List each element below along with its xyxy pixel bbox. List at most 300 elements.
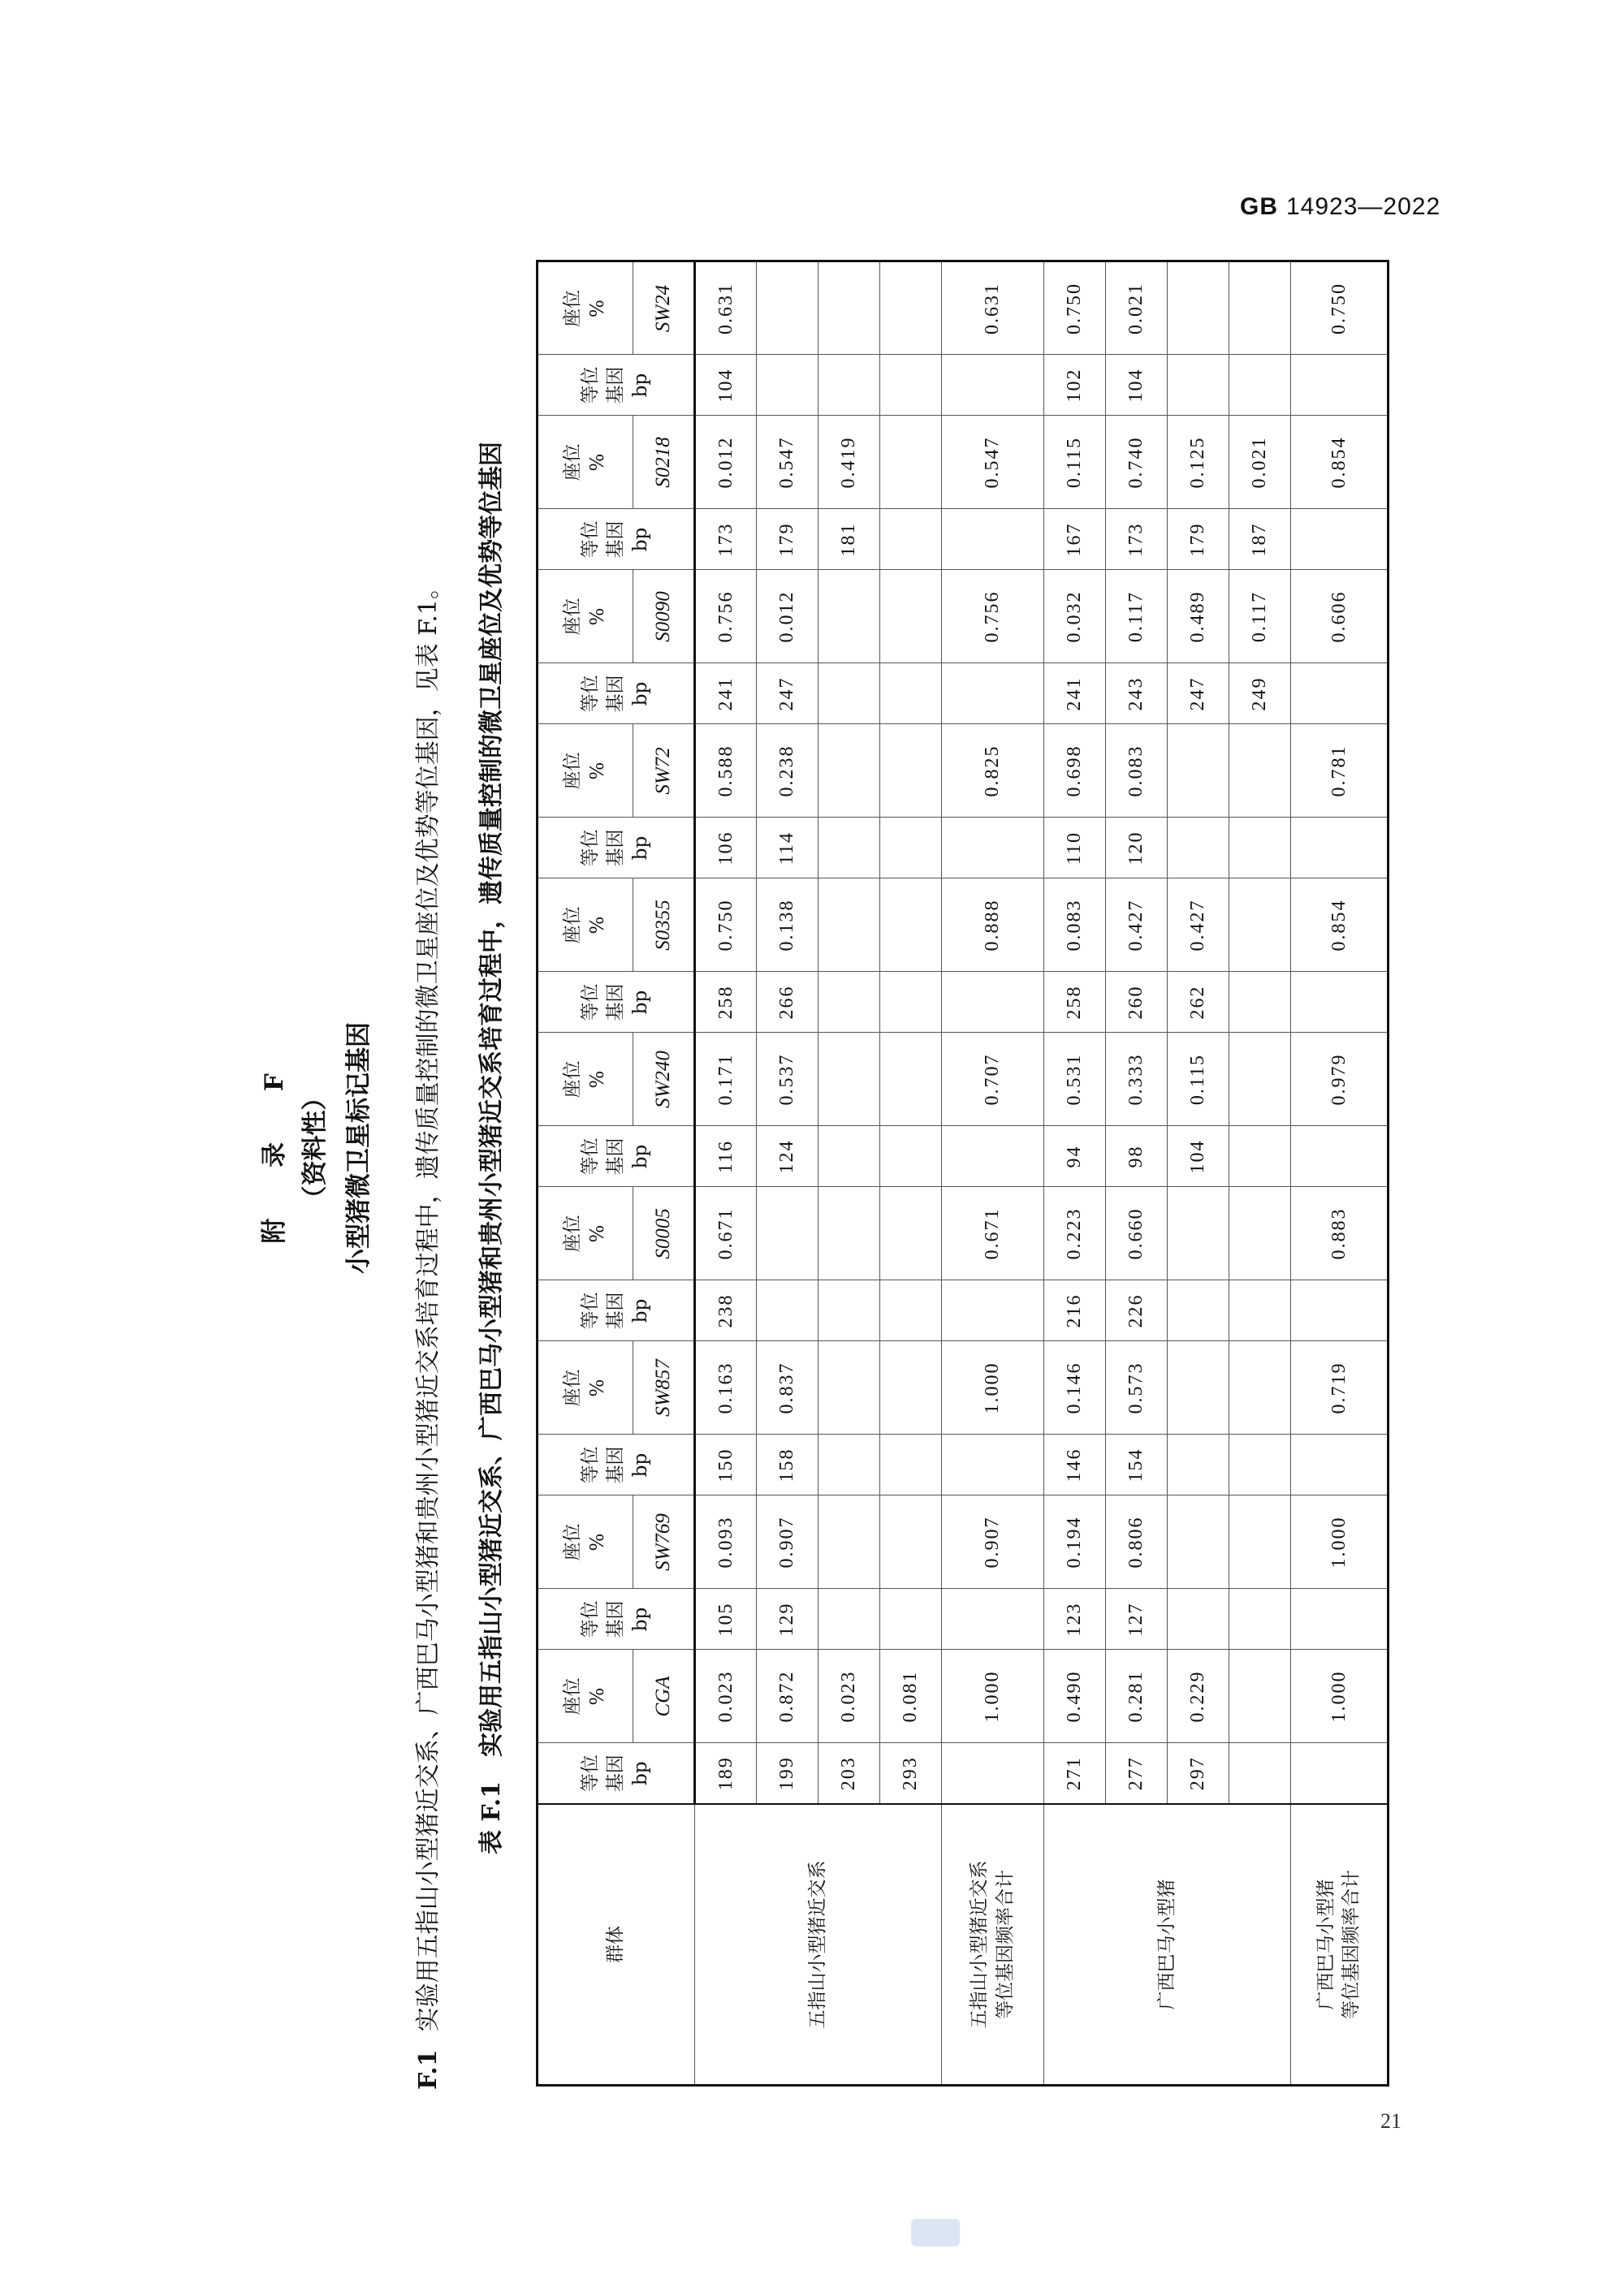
allele-bp-cell: 241 xyxy=(695,663,757,724)
header-allele-2: 基因 xyxy=(604,366,626,404)
header-bp-unit: bp xyxy=(630,1298,652,1323)
frequency-cell xyxy=(818,1495,880,1589)
header-percent: % xyxy=(587,1224,608,1243)
total-frequency-cell: 0.719 xyxy=(1291,1341,1389,1435)
header-allele-1: 等位 xyxy=(579,1600,601,1638)
frequency-cell: 0.740 xyxy=(1106,416,1168,509)
allele-bp-cell: 114 xyxy=(757,818,818,878)
total-label-line: 等位基因频率合计 xyxy=(994,1870,1016,2019)
header-allele-2: 基因 xyxy=(604,1600,626,1638)
frequency-cell: 0.229 xyxy=(1168,1650,1229,1743)
header-locus: 座位 xyxy=(561,1677,583,1716)
total-frequency-cell: 0.854 xyxy=(1291,416,1389,509)
frequency-cell xyxy=(818,1341,880,1435)
locus-name: SW24 xyxy=(633,261,695,355)
header-locus: 座位 xyxy=(561,1060,583,1098)
header-allele-1: 等位 xyxy=(579,675,601,713)
allele-bp-cell: 247 xyxy=(757,663,818,724)
allele-bp-cell: 179 xyxy=(757,509,818,570)
allele-bp-cell: 277 xyxy=(1106,1743,1168,1804)
frequency-cell: 0.750 xyxy=(695,878,757,972)
frequency-cell: 0.146 xyxy=(1044,1341,1106,1435)
allele-bp-cell: 104 xyxy=(1168,1126,1229,1187)
allele-bp-cell: 189 xyxy=(695,1743,757,1804)
header-bp-unit: bp xyxy=(630,527,652,552)
header-allele-1: 等位 xyxy=(579,1137,601,1176)
allele-bp-cell xyxy=(1229,355,1291,416)
locus-name: SW769 xyxy=(633,1495,695,1589)
header-locus-percent xyxy=(538,1187,633,1280)
locus-name: S0090 xyxy=(633,570,695,663)
frequency-cell: 0.223 xyxy=(1044,1187,1106,1280)
allele-bp-cell: 187 xyxy=(1229,509,1291,570)
header-allele-1: 等位 xyxy=(579,520,601,559)
total-frequency-cell: 0.756 xyxy=(942,570,1044,663)
total-frequency-cell: 0.825 xyxy=(942,724,1044,818)
header-percent: % xyxy=(587,1070,608,1089)
frequency-cell: 0.490 xyxy=(1044,1650,1106,1743)
total-frequency-cell: 1.000 xyxy=(942,1341,1044,1435)
allele-bp-cell xyxy=(1229,1589,1291,1650)
frequency-cell xyxy=(1229,1341,1291,1435)
header-percent: % xyxy=(587,453,608,472)
allele-bp-cell: 226 xyxy=(1106,1280,1168,1341)
header-percent: % xyxy=(587,300,608,317)
frequency-cell xyxy=(1229,1650,1291,1743)
publisher-logo xyxy=(911,2219,960,2246)
header-row xyxy=(538,261,633,2086)
frequency-cell xyxy=(880,1033,942,1126)
header-locus-percent xyxy=(538,1341,633,1435)
section-paragraph xyxy=(408,575,443,2090)
standard-prefix: GB xyxy=(1240,193,1278,220)
frequency-cell xyxy=(1229,724,1291,818)
header-allele-bp xyxy=(538,972,695,1033)
total-label xyxy=(1291,1804,1389,2086)
total-bp-empty xyxy=(1291,1589,1389,1650)
total-frequency-cell: 0.907 xyxy=(942,1495,1044,1589)
header-bp-unit: bp xyxy=(630,835,652,861)
frequency-cell: 0.573 xyxy=(1106,1341,1168,1435)
total-frequency-cell: 0.707 xyxy=(942,1033,1044,1126)
frequency-cell: 0.171 xyxy=(695,1033,757,1126)
frequency-cell: 0.750 xyxy=(1044,261,1106,355)
frequency-cell: 0.588 xyxy=(695,724,757,818)
allele-bp-cell xyxy=(880,509,942,570)
allele-bp-cell: 150 xyxy=(695,1435,757,1495)
frequency-cell xyxy=(818,1033,880,1126)
frequency-cell: 0.125 xyxy=(1168,416,1229,509)
total-bp-empty xyxy=(942,1435,1044,1495)
allele-bp-cell xyxy=(818,1435,880,1495)
locus-name: SW240 xyxy=(633,1033,695,1126)
allele-bp-cell: 249 xyxy=(1229,663,1291,724)
total-bp-empty xyxy=(942,1589,1044,1650)
frequency-cell: 0.333 xyxy=(1106,1033,1168,1126)
header-locus-percent xyxy=(538,878,633,972)
header-bp-unit: bp xyxy=(630,373,652,398)
total-frequency-cell: 0.671 xyxy=(942,1187,1044,1280)
allele-bp-cell: 266 xyxy=(757,972,818,1033)
total-bp-empty xyxy=(1291,509,1389,570)
allele-bp-cell xyxy=(1168,355,1229,416)
total-bp-empty xyxy=(1291,355,1389,416)
frequency-cell xyxy=(1229,878,1291,972)
frequency-cell: 0.081 xyxy=(880,1650,942,1743)
frequency-cell: 0.806 xyxy=(1106,1495,1168,1589)
total-frequency-cell: 1.000 xyxy=(1291,1650,1389,1743)
allele-bp-cell: 173 xyxy=(695,509,757,570)
header-locus: 座位 xyxy=(561,443,583,481)
header-allele-2: 基因 xyxy=(604,675,626,713)
frequency-cell: 0.419 xyxy=(818,416,880,509)
frequency-cell: 0.907 xyxy=(757,1495,818,1589)
allele-bp-cell: 106 xyxy=(695,818,757,878)
total-bp-empty xyxy=(1291,1743,1389,1804)
header-bp-unit: bp xyxy=(630,1761,652,1785)
allele-bp-cell: 173 xyxy=(1106,509,1168,570)
allele-bp-cell: 262 xyxy=(1168,972,1229,1033)
allele-bp-cell xyxy=(880,1126,942,1187)
frequency-cell: 0.489 xyxy=(1168,570,1229,663)
allele-bp-cell xyxy=(1229,1435,1291,1495)
total-bp-empty xyxy=(1291,663,1389,724)
allele-bp-cell xyxy=(757,1280,818,1341)
header-allele-2: 基因 xyxy=(604,1292,626,1330)
allele-bp-cell xyxy=(1229,818,1291,878)
total-row xyxy=(1291,261,1389,2086)
frequency-cell: 0.163 xyxy=(695,1341,757,1435)
allele-bp-cell xyxy=(818,355,880,416)
frequency-cell xyxy=(1168,1341,1229,1435)
total-frequency-cell: 0.854 xyxy=(1291,878,1389,972)
header-locus-percent xyxy=(538,1495,633,1589)
total-frequency-cell: 0.631 xyxy=(942,261,1044,355)
allele-bp-cell: 203 xyxy=(818,1743,880,1804)
total-bp-empty xyxy=(942,972,1044,1033)
allele-bp-cell: 258 xyxy=(695,972,757,1033)
allele-bp-cell xyxy=(880,1435,942,1495)
allele-bp-cell: 167 xyxy=(1044,509,1106,570)
frequency-cell xyxy=(1229,261,1291,355)
allele-bp-cell xyxy=(818,1126,880,1187)
allele-bp-cell: 260 xyxy=(1106,972,1168,1033)
frequency-cell: 0.093 xyxy=(695,1495,757,1589)
locus-name: S0355 xyxy=(633,878,695,972)
group-name: 广西巴马小型猪 xyxy=(1044,1804,1291,2086)
allele-bp-cell xyxy=(818,818,880,878)
allele-bp-cell: 258 xyxy=(1044,972,1106,1033)
header-bp-unit: bp xyxy=(630,1607,652,1632)
total-frequency-cell: 1.000 xyxy=(942,1650,1044,1743)
total-row xyxy=(942,261,1044,2086)
total-frequency-cell: 0.781 xyxy=(1291,724,1389,818)
allele-bp-cell: 94 xyxy=(1044,1126,1106,1187)
frequency-cell xyxy=(880,570,942,663)
frequency-cell: 0.115 xyxy=(1168,1033,1229,1126)
total-bp-empty xyxy=(1291,818,1389,878)
frequency-cell: 0.083 xyxy=(1106,724,1168,818)
frequency-cell xyxy=(1168,1495,1229,1589)
frequency-cell: 0.537 xyxy=(757,1033,818,1126)
allele-bp-cell xyxy=(1229,1126,1291,1187)
total-bp-empty xyxy=(1291,1126,1389,1187)
header-locus: 座位 xyxy=(561,290,583,327)
frequency-cell: 0.756 xyxy=(695,570,757,663)
total-label xyxy=(942,1804,1044,2086)
appendix-title: 附 录 F xyxy=(260,1052,289,1244)
frequency-cell xyxy=(757,261,818,355)
header-locus-percent xyxy=(538,1650,633,1743)
allele-bp-cell: 154 xyxy=(1106,1435,1168,1495)
table-row xyxy=(1044,261,1106,2086)
header-locus: 座位 xyxy=(561,1523,583,1561)
allele-bp-cell: 146 xyxy=(1044,1435,1106,1495)
frequency-cell: 0.547 xyxy=(757,416,818,509)
header-bp-unit: bp xyxy=(630,681,652,706)
header-locus: 座位 xyxy=(561,1369,583,1407)
locus-name: SW857 xyxy=(633,1341,695,1435)
total-frequency-cell: 0.750 xyxy=(1291,261,1389,355)
header-allele-1: 等位 xyxy=(579,829,601,867)
allele-bp-cell: 102 xyxy=(1044,355,1106,416)
allele-bp-cell xyxy=(1168,1589,1229,1650)
total-label-line: 广西巴马小型猪 xyxy=(1315,1879,1337,2010)
allele-bp-cell: 297 xyxy=(1168,1743,1229,1804)
header-locus: 座位 xyxy=(561,1215,583,1253)
header-allele-2: 基因 xyxy=(604,1754,626,1793)
header-allele-bp xyxy=(538,1589,695,1650)
allele-bp-cell: 123 xyxy=(1044,1589,1106,1650)
allele-bp-cell: 110 xyxy=(1044,818,1106,878)
header-allele-bp xyxy=(538,1280,695,1341)
allele-bp-cell xyxy=(1168,1435,1229,1495)
allele-bp-cell: 179 xyxy=(1168,509,1229,570)
frequency-cell: 0.083 xyxy=(1044,878,1106,972)
frequency-cell xyxy=(880,724,942,818)
header-allele-1: 等位 xyxy=(579,983,601,1021)
allele-bp-cell: 98 xyxy=(1106,1126,1168,1187)
frequency-cell xyxy=(880,261,942,355)
frequency-cell: 0.021 xyxy=(1229,416,1291,509)
allele-bp-cell: 104 xyxy=(695,355,757,416)
frequency-cell: 0.012 xyxy=(695,416,757,509)
allele-bp-cell: 127 xyxy=(1106,1589,1168,1650)
allele-bp-cell: 120 xyxy=(1106,818,1168,878)
frequency-cell: 0.837 xyxy=(757,1341,818,1435)
locus-name: SW72 xyxy=(633,724,695,818)
total-bp-empty xyxy=(942,1280,1044,1341)
locus-name: CGA xyxy=(633,1650,695,1743)
appendix-subtitle: 小型猪微卫星标记基因 xyxy=(344,1022,374,1274)
frequency-cell xyxy=(818,570,880,663)
header-locus-percent xyxy=(538,1033,633,1126)
microsatellite-table xyxy=(536,261,1389,2087)
allele-bp-cell xyxy=(880,355,942,416)
frequency-cell xyxy=(1168,261,1229,355)
header-allele-2: 基因 xyxy=(604,1137,626,1176)
allele-bp-cell: 199 xyxy=(757,1743,818,1804)
allele-bp-cell xyxy=(1168,1280,1229,1341)
header-allele-bp xyxy=(538,1743,695,1804)
allele-bp-cell: 105 xyxy=(695,1589,757,1650)
frequency-cell xyxy=(880,416,942,509)
allele-bp-cell xyxy=(818,1280,880,1341)
header-locus: 座位 xyxy=(561,598,583,636)
frequency-cell: 0.872 xyxy=(757,1650,818,1743)
header-locus-percent xyxy=(538,724,633,818)
allele-bp-cell: 241 xyxy=(1044,663,1106,724)
header-locus: 座位 xyxy=(561,752,583,790)
frequency-cell: 0.012 xyxy=(757,570,818,663)
allele-bp-cell: 181 xyxy=(818,509,880,570)
frequency-cell: 0.023 xyxy=(695,1650,757,1743)
header-allele-2: 基因 xyxy=(604,1446,626,1484)
frequency-cell: 0.698 xyxy=(1044,724,1106,818)
allele-bp-cell xyxy=(880,663,942,724)
header-allele-bp xyxy=(538,509,695,570)
appendix-nature: （资料性） xyxy=(300,1085,330,1211)
section-label: F.1 xyxy=(414,2049,443,2090)
frequency-cell: 0.671 xyxy=(695,1187,757,1280)
header-allele-1: 等位 xyxy=(579,1292,601,1330)
allele-bp-cell: 124 xyxy=(757,1126,818,1187)
page-number: 21 xyxy=(1380,2109,1402,2133)
header-percent: % xyxy=(587,916,608,934)
total-bp-empty xyxy=(942,818,1044,878)
allele-bp-cell: 116 xyxy=(695,1126,757,1187)
frequency-cell: 0.117 xyxy=(1106,570,1168,663)
header-allele-1: 等位 xyxy=(579,366,601,404)
total-bp-empty xyxy=(942,509,1044,570)
allele-bp-cell xyxy=(880,1589,942,1650)
frequency-cell: 0.194 xyxy=(1044,1495,1106,1589)
header-allele-bp xyxy=(538,818,695,878)
allele-bp-cell: 247 xyxy=(1168,663,1229,724)
allele-bp-cell: 293 xyxy=(880,1743,942,1804)
total-frequency-cell: 0.883 xyxy=(1291,1187,1389,1280)
allele-bp-cell xyxy=(1168,818,1229,878)
frequency-cell: 0.021 xyxy=(1106,261,1168,355)
header-locus-percent xyxy=(538,570,633,663)
header-group: 群体 xyxy=(538,1804,695,2086)
allele-bp-cell: 216 xyxy=(1044,1280,1106,1341)
header-allele-2: 基因 xyxy=(604,829,626,867)
frequency-cell xyxy=(880,878,942,972)
header-percent: % xyxy=(587,607,608,626)
allele-bp-cell xyxy=(880,818,942,878)
total-frequency-cell: 0.888 xyxy=(942,878,1044,972)
header-percent: % xyxy=(587,762,608,780)
frequency-cell: 0.427 xyxy=(1168,878,1229,972)
allele-bp-cell: 238 xyxy=(695,1280,757,1341)
total-bp-empty xyxy=(942,355,1044,416)
allele-bp-cell xyxy=(818,1589,880,1650)
frequency-cell xyxy=(1229,1033,1291,1126)
frequency-cell: 0.115 xyxy=(1044,416,1106,509)
total-bp-empty xyxy=(942,1743,1044,1804)
frequency-cell: 0.531 xyxy=(1044,1033,1106,1126)
header-allele-2: 基因 xyxy=(604,983,626,1021)
locus-name: S0218 xyxy=(633,416,695,509)
header-bp-unit: bp xyxy=(630,1452,652,1478)
frequency-cell xyxy=(880,1495,942,1589)
header-locus: 座位 xyxy=(561,906,583,944)
frequency-cell xyxy=(1229,1495,1291,1589)
frequency-cell: 0.032 xyxy=(1044,570,1106,663)
allele-bp-cell xyxy=(1229,1743,1291,1804)
frequency-cell: 0.631 xyxy=(695,261,757,355)
allele-bp-cell xyxy=(1229,972,1291,1033)
header-allele-bp xyxy=(538,1126,695,1187)
header-allele-1: 等位 xyxy=(579,1446,601,1484)
standard-code: 14923—2022 xyxy=(1286,193,1441,220)
total-bp-empty xyxy=(1291,1280,1389,1341)
total-frequency-cell: 0.979 xyxy=(1291,1033,1389,1126)
frequency-cell xyxy=(1168,1187,1229,1280)
frequency-cell xyxy=(1168,724,1229,818)
allele-bp-cell xyxy=(880,972,942,1033)
locus-name: S0005 xyxy=(633,1187,695,1280)
header-locus-percent xyxy=(538,261,633,355)
total-label-line: 五指山小型猪近交系 xyxy=(969,1860,991,2029)
allele-bp-cell xyxy=(757,355,818,416)
frequency-cell xyxy=(818,1187,880,1280)
total-frequency-cell: 0.547 xyxy=(942,416,1044,509)
header-percent: % xyxy=(587,1379,608,1397)
frequency-cell: 0.138 xyxy=(757,878,818,972)
frequency-cell: 0.023 xyxy=(818,1650,880,1743)
allele-bp-cell xyxy=(880,1280,942,1341)
header-bp-unit: bp xyxy=(630,990,652,1015)
header-allele-bp xyxy=(538,1435,695,1495)
frequency-cell: 0.660 xyxy=(1106,1187,1168,1280)
group-name: 五指山小型猪近交系 xyxy=(695,1804,942,2086)
header-bp-unit: bp xyxy=(630,1144,652,1169)
frequency-cell xyxy=(818,724,880,818)
header-percent: % xyxy=(587,1533,608,1552)
frequency-cell xyxy=(1229,1187,1291,1280)
allele-bp-cell xyxy=(818,663,880,724)
total-bp-empty xyxy=(942,663,1044,724)
total-bp-empty xyxy=(1291,1435,1389,1495)
header-allele-bp xyxy=(538,663,695,724)
section-text: 实验用五指山小型猪近交系、广西巴马小型猪和贵州小型猪近交系培育过程中，遗传质量控制的微卫星座位及优势等位基因，见表 F.1。 xyxy=(414,575,443,2032)
frequency-cell: 0.427 xyxy=(1106,878,1168,972)
frequency-cell: 0.117 xyxy=(1229,570,1291,663)
allele-bp-cell: 129 xyxy=(757,1589,818,1650)
total-label-line: 等位基因频率合计 xyxy=(1341,1870,1362,2019)
frequency-cell xyxy=(880,1187,942,1280)
frequency-cell xyxy=(818,878,880,972)
frequency-cell: 0.238 xyxy=(757,724,818,818)
header-locus-percent xyxy=(538,416,633,509)
total-bp-empty xyxy=(1291,972,1389,1033)
header-percent: % xyxy=(587,1687,608,1706)
allele-bp-cell: 243 xyxy=(1106,663,1168,724)
table-caption: 表 F.1 实验用五指山小型猪近交系、广西巴马小型猪和贵州小型猪近交系培育过程中，遗传质量控制的微卫星座位及优势等位基因 xyxy=(477,441,506,1855)
frequency-cell: 0.281 xyxy=(1106,1650,1168,1743)
header-allele-2: 基因 xyxy=(604,520,626,559)
table-row xyxy=(695,261,757,2086)
allele-bp-cell: 271 xyxy=(1044,1743,1106,1804)
frequency-cell xyxy=(880,1341,942,1435)
allele-bp-cell: 104 xyxy=(1106,355,1168,416)
total-bp-empty xyxy=(942,1126,1044,1187)
header-allele-1: 等位 xyxy=(579,1754,601,1793)
total-frequency-cell: 1.000 xyxy=(1291,1495,1389,1589)
header-allele-bp xyxy=(538,355,695,416)
